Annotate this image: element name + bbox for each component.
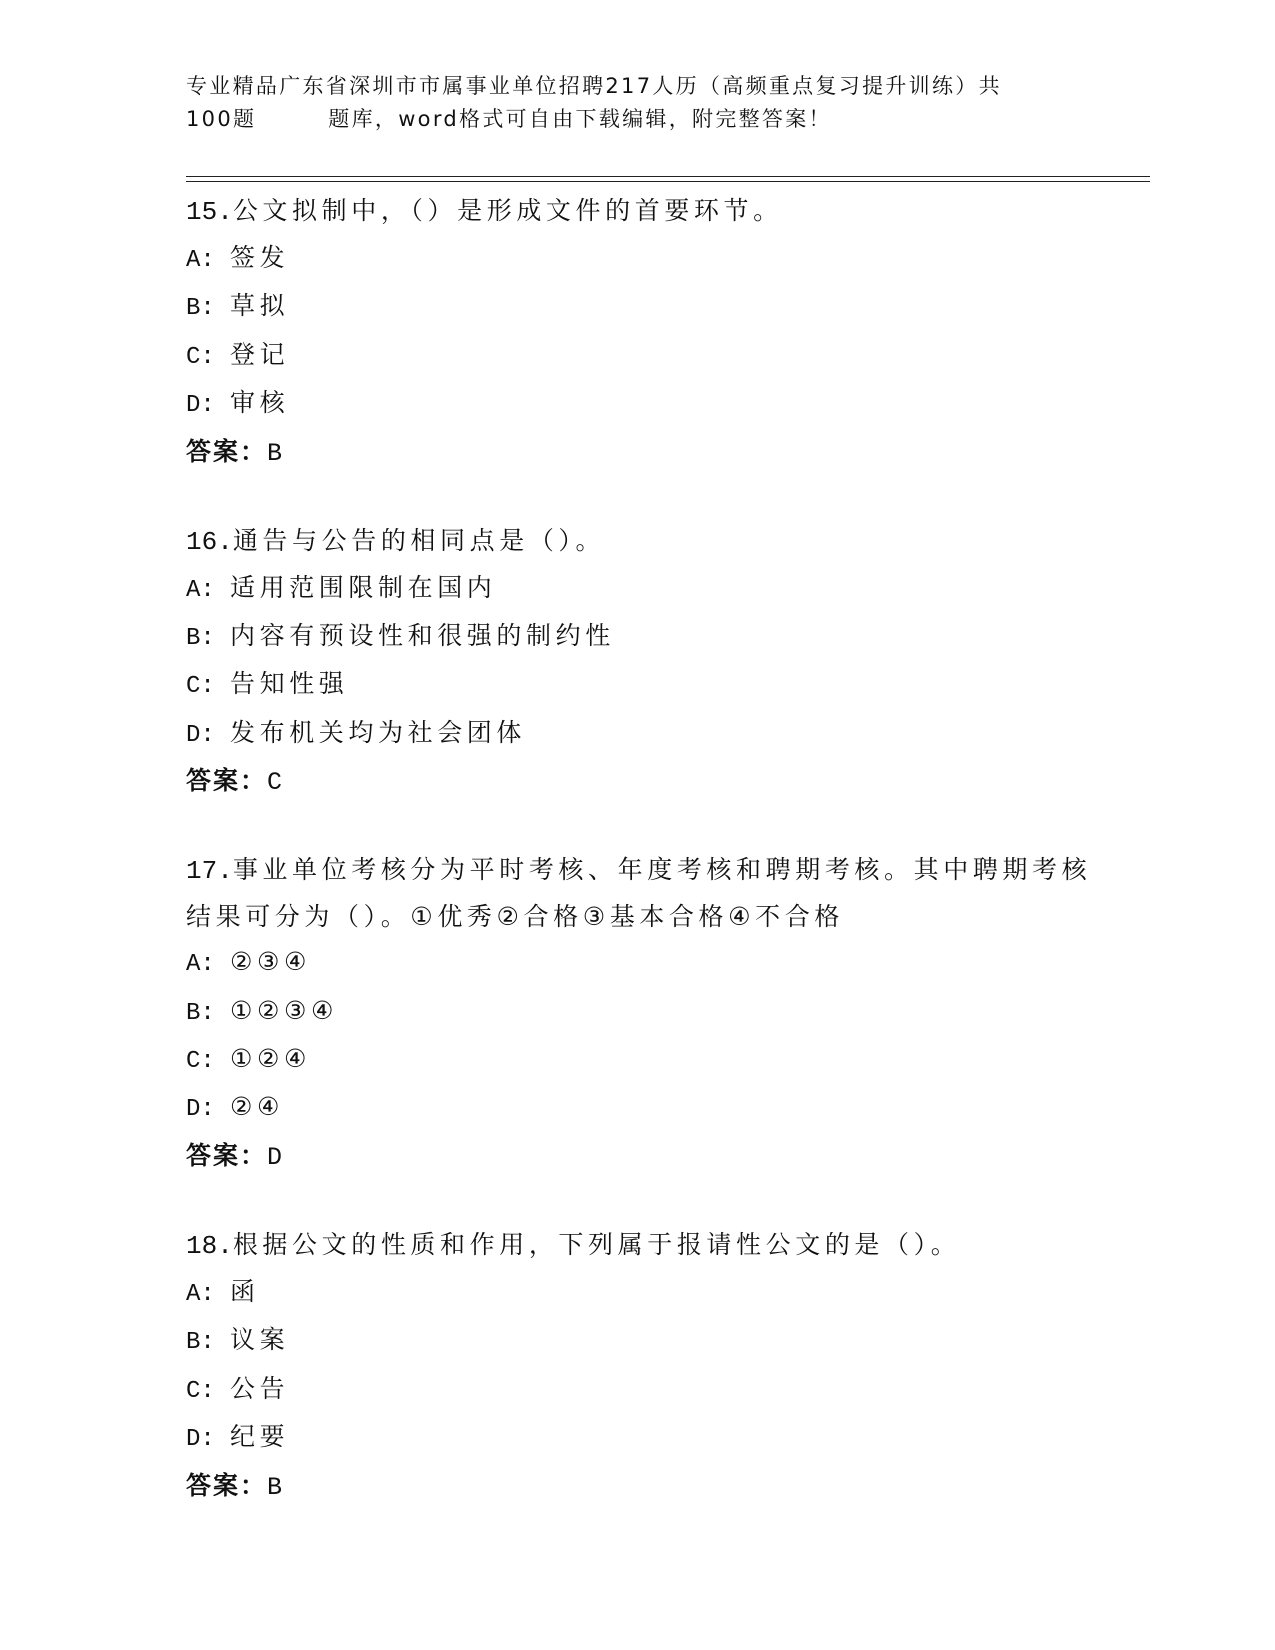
- option-text: ①②③④: [230, 995, 339, 1025]
- option-b: [186, 283, 1106, 331]
- option-text: 审核: [230, 388, 290, 418]
- answer-value: B: [267, 438, 284, 468]
- answer-label: 答案：: [186, 1140, 268, 1170]
- option-text: 登记: [230, 339, 290, 369]
- option-text: 议案: [230, 1325, 290, 1355]
- question-number: 15.: [186, 197, 233, 227]
- answer-label: 答案：: [186, 766, 268, 796]
- option-key: D:: [186, 1426, 215, 1454]
- option-a: [186, 235, 1106, 283]
- option-c: [186, 661, 1106, 709]
- option-key: C:: [186, 343, 215, 371]
- option-c: [186, 332, 1106, 380]
- option-key: A:: [186, 247, 215, 274]
- option-key: D:: [186, 1096, 215, 1124]
- answer-label: 答案：: [186, 436, 268, 466]
- answer-line: [186, 1133, 1106, 1180]
- option-d: [186, 1414, 1106, 1462]
- option-c: [186, 1036, 1106, 1084]
- option-list: [186, 565, 1106, 759]
- question-stem: [186, 518, 1106, 565]
- answer-line: [186, 1463, 1106, 1510]
- option-key: D:: [186, 721, 215, 749]
- option-a: [186, 939, 1106, 987]
- question-number: 16.: [186, 526, 233, 557]
- question-stem: [186, 1222, 1106, 1269]
- question-text: 根据公文的性质和作用，下列属于报请性公文的是（）。: [232, 1229, 961, 1259]
- document-header: [186, 70, 1086, 136]
- answer-line: [186, 758, 1106, 805]
- answer-line: [186, 429, 1106, 476]
- header-title-line-2: [186, 103, 1086, 136]
- option-list: [186, 1269, 1106, 1463]
- option-text: 内容有预设性和很强的制约性: [230, 621, 615, 651]
- option-d: [186, 710, 1106, 758]
- option-a: [186, 565, 1106, 613]
- option-key: B:: [186, 999, 215, 1027]
- question-item: [186, 847, 1106, 1180]
- question-stem-continued: 结果可分为（）。①优秀②合格③基本合格④不合格: [186, 902, 844, 932]
- question-stem: [186, 847, 1106, 894]
- option-d: [186, 380, 1106, 428]
- question-text: 通告与公告的相同点是（）。: [232, 525, 606, 555]
- option-key: B:: [186, 1329, 215, 1357]
- option-key: D:: [186, 392, 215, 420]
- option-text: 适用范围限制在国内: [230, 572, 497, 602]
- option-key: B:: [186, 295, 215, 323]
- question-number: 18.: [186, 1230, 233, 1261]
- option-key: B:: [186, 625, 215, 653]
- option-a: [186, 1269, 1106, 1317]
- question-text: 公文拟制中，（）是形成文件的首要环节。: [232, 196, 783, 225]
- option-d: [186, 1084, 1106, 1132]
- answer-value: C: [267, 768, 284, 798]
- option-key: C:: [186, 1048, 215, 1076]
- question-item: [186, 1222, 1106, 1510]
- question-text: 事业单位考核分为平时考核、年度考核和聘期考核。其中聘期考核: [232, 855, 1092, 885]
- option-c: [186, 1366, 1106, 1414]
- option-text: 函: [230, 1276, 260, 1306]
- option-text: 公告: [230, 1373, 290, 1403]
- option-key: A:: [186, 951, 215, 979]
- option-b: [186, 988, 1106, 1036]
- option-key: A:: [186, 576, 215, 604]
- question-item: [186, 188, 1106, 476]
- question-item: [186, 518, 1106, 806]
- option-list: [186, 235, 1106, 429]
- option-text: 纪要: [230, 1422, 290, 1452]
- option-key: A:: [186, 1280, 215, 1308]
- question-list: [186, 188, 1106, 1552]
- answer-value: B: [267, 1472, 284, 1502]
- option-text: 签发: [230, 243, 290, 272]
- option-text: 草拟: [230, 291, 290, 321]
- option-text: ②③④: [230, 947, 312, 977]
- question-number: 17.: [186, 856, 233, 887]
- option-text: 告知性强: [230, 669, 349, 699]
- header-question-count: 100题: [186, 107, 257, 131]
- header-divider-top: [186, 176, 1150, 177]
- question-stem: [186, 188, 1106, 235]
- header-description: 题库，word格式可自由下载编辑，附完整答案！: [328, 107, 832, 131]
- option-text: 发布机关均为社会团体: [230, 717, 527, 747]
- header-title-line-1: 专业精品广东省深圳市市属事业单位招聘217人历（高频重点复习提升训练）共: [186, 74, 1002, 98]
- option-key: C:: [186, 673, 215, 701]
- option-text: ①②④: [230, 1044, 312, 1074]
- answer-label: 答案：: [186, 1470, 268, 1500]
- option-key: C:: [186, 1377, 215, 1405]
- option-list: [186, 939, 1106, 1133]
- option-text: ②④: [230, 1092, 285, 1122]
- option-b: [186, 613, 1106, 661]
- answer-value: D: [267, 1142, 284, 1172]
- option-b: [186, 1317, 1106, 1365]
- header-divider-bottom: [186, 181, 1150, 182]
